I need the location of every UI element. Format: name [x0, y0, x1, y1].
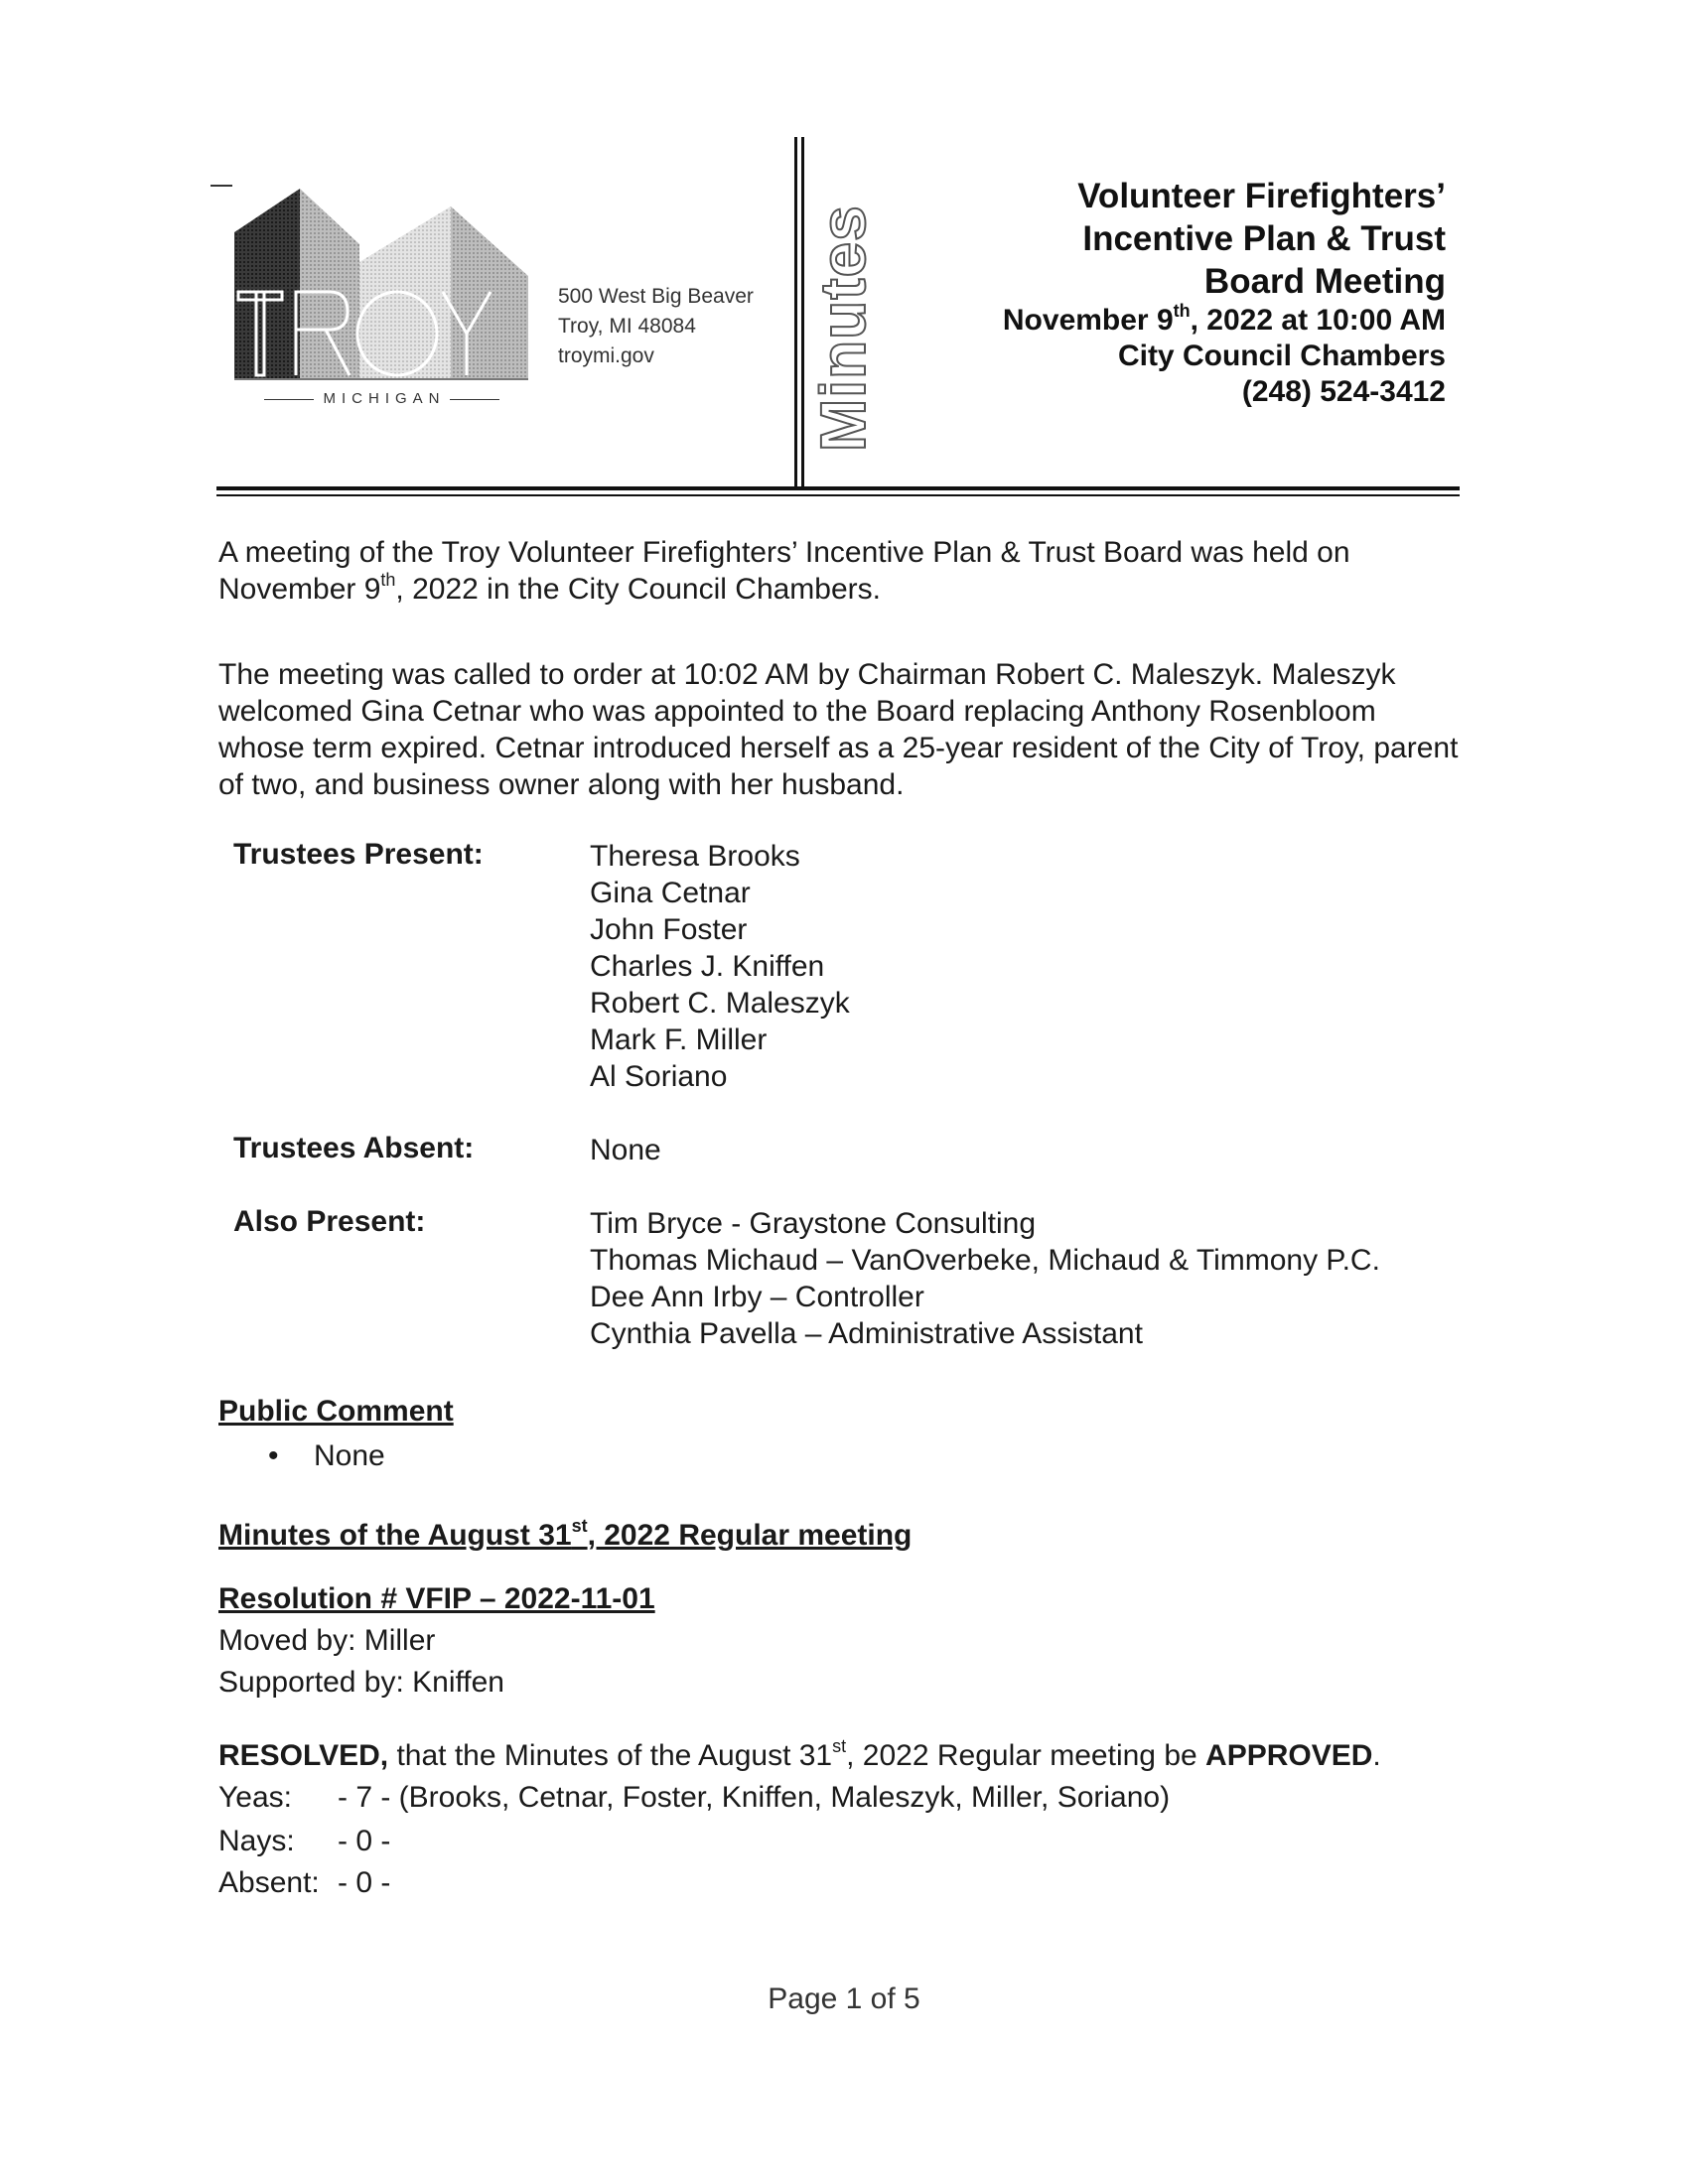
public-comment-heading: Public Comment: [218, 1395, 454, 1428]
page-number: Page 1 of 5: [768, 1982, 920, 2015]
trustees-present-label: Trustees Present:: [233, 838, 484, 871]
divider-line-left: [794, 137, 797, 490]
header-rule-thin: [216, 494, 1460, 496]
list-item: Gina Cetnar: [590, 877, 751, 909]
resolution-text: RESOLVED, that the Minutes of the August 31st, 2022 Regular meeting be APPROVED.: [218, 1736, 1381, 1772]
also-present-label: Also Present:: [233, 1205, 426, 1238]
list-item: Dee Ann Irby – Controller: [590, 1281, 924, 1313]
list-item: Cynthia Pavella – Administrative Assistant: [590, 1317, 1143, 1350]
meeting-location: City Council Chambers: [1117, 340, 1446, 372]
list-item: Mark F. Miller: [590, 1024, 768, 1056]
list-item: Robert C. Maleszyk: [590, 987, 850, 1020]
meeting-date: November 9th, 2022 at 10:00 AM: [1002, 301, 1446, 337]
trustees-present-list: [590, 838, 850, 1095]
list-item: Tim Bryce - Graystone Consulting: [590, 1207, 1037, 1240]
title-line-1: Volunteer Firefighters’: [1077, 177, 1446, 215]
list-item: John Foster: [590, 913, 748, 946]
divider-line-right: [801, 137, 804, 490]
troy-logo: [230, 185, 528, 383]
supported-by: Supported by: Kniffen: [218, 1666, 504, 1699]
meeting-phone: (248) 524-3412: [1241, 375, 1446, 408]
title-line-3: Board Meeting: [1203, 262, 1446, 301]
list-item: • None: [268, 1439, 385, 1472]
also-present-list: [590, 1205, 1380, 1352]
minutes-side-label: Minutes: [807, 205, 879, 452]
list-item: Thomas Michaud – VanOverbeke, Michaud & Timmony P.C.: [590, 1244, 1380, 1277]
vote-absent: Absent: - 0 -: [218, 1866, 391, 1899]
address-street: 500 West Big Beaver: [558, 285, 754, 308]
vote-yeas: Yeas: - 7 - (Brooks, Cetnar, Foster, Kniffen, Maleszyk, Miller, Soriano): [218, 1781, 1171, 1814]
address-block: [558, 282, 754, 371]
vote-nays: Nays: - 0 -: [218, 1825, 391, 1857]
logo-subtext: MICHIGAN: [232, 390, 530, 407]
call-to-order-paragraph: The meeting was called to order at 10:02 AM by Chairman Robert C. Maleszyk. Maleszyk welcomed Gina Cetnar who was appointed to the Board replacing Anthony Rosenbloom whose term expired. Cetnar introduced herself as a 25-year resident of the City of Troy, parent of two, and business owner along with her husband.: [218, 658, 1459, 801]
bullet-icon: •: [268, 1439, 279, 1472]
title-line-2: Incentive Plan & Trust: [1082, 219, 1446, 258]
letterhead: [0, 0, 1688, 496]
address-website: troymi.gov: [558, 344, 654, 367]
trustees-absent-list: [590, 1132, 661, 1168]
trustees-absent-label: Trustees Absent:: [233, 1132, 475, 1164]
list-item: Al Soriano: [590, 1060, 728, 1093]
list-item: Theresa Brooks: [590, 840, 800, 873]
list-item: Charles J. Kniffen: [590, 950, 825, 983]
address-city: Troy, MI 48084: [558, 315, 696, 338]
intro-paragraph: A meeting of the Troy Volunteer Firefighters’ Incentive Plan & Trust Board was held on November 9th, 2022 in the City Council Chambers.: [218, 536, 1350, 606]
list-item: None: [590, 1134, 661, 1166]
resolution-number: Resolution # VFIP – 2022-11-01: [218, 1582, 655, 1615]
logo-mark-dash: [211, 185, 232, 187]
minutes-approval-heading: Minutes of the August 31st, 2022 Regular meeting: [218, 1516, 913, 1552]
header-rule-thick: [216, 486, 1460, 490]
moved-by: Moved by: Miller: [218, 1624, 436, 1657]
meeting-title-block: [1003, 175, 1446, 410]
